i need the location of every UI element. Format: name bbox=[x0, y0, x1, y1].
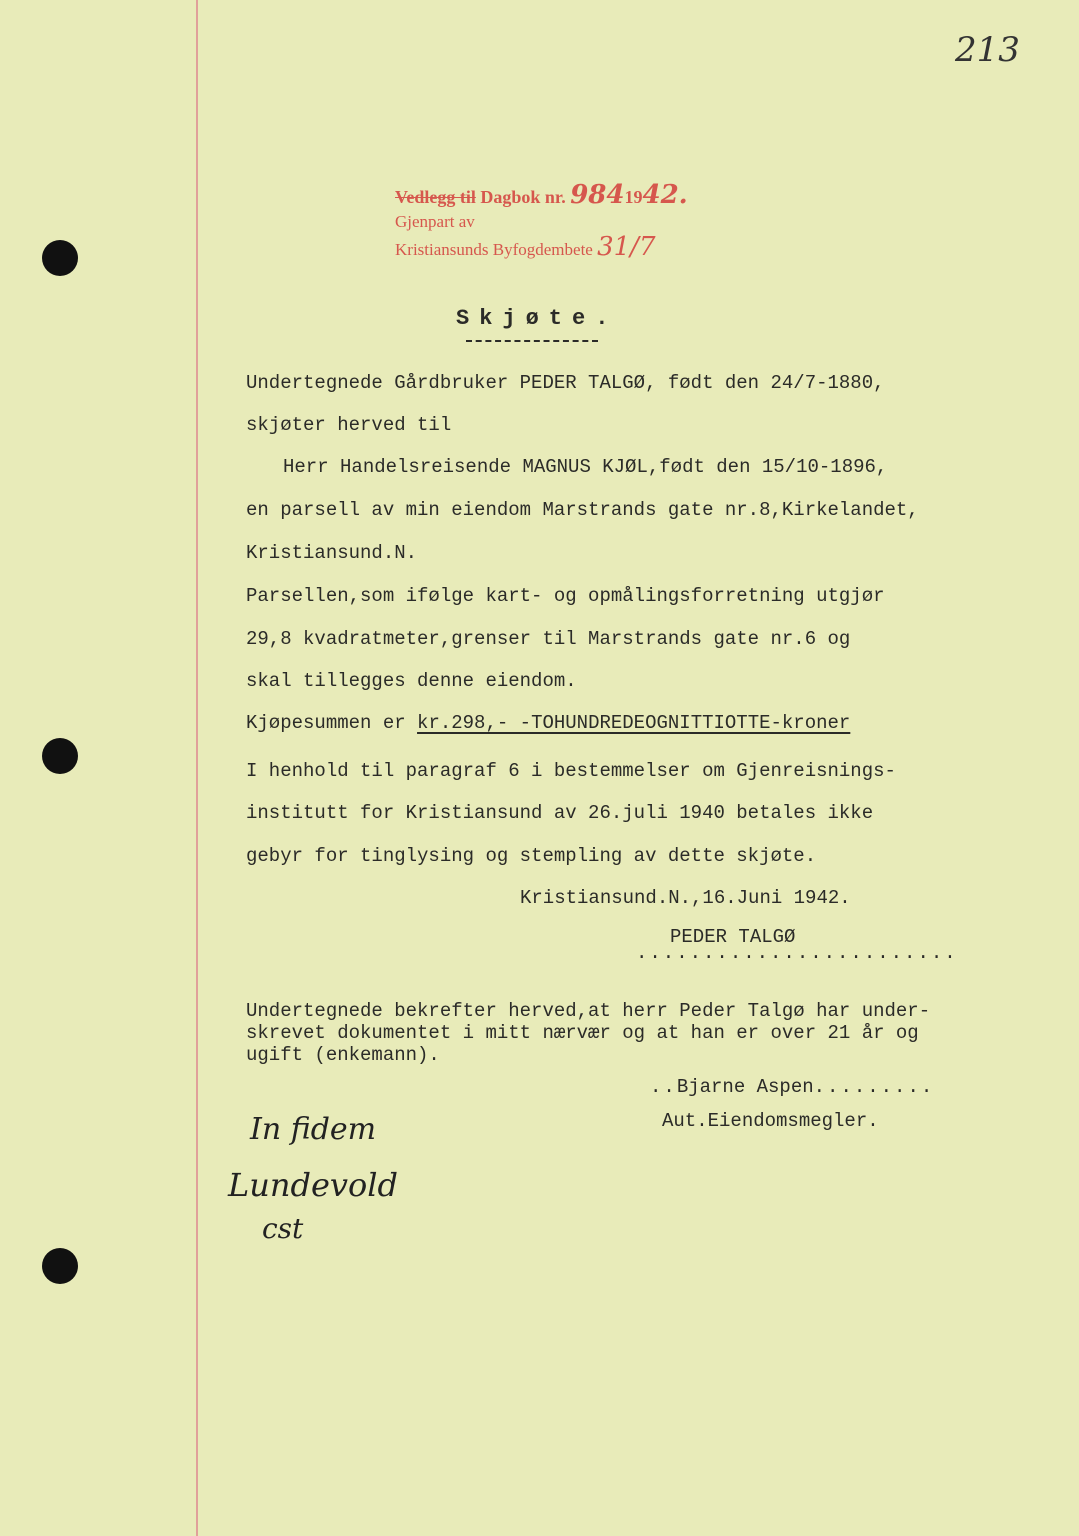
body-line: en parsell av min eiendom Marstrands gate nr.8,Kirkelandet, bbox=[246, 499, 919, 521]
handwritten-note-line: In fidem bbox=[250, 1112, 377, 1147]
stamp-year-prefix: 19 bbox=[624, 187, 643, 207]
stamp-date-handwritten: 31/7 bbox=[597, 232, 656, 262]
place-date: Kristiansund.N.,16.Juni 1942. bbox=[520, 887, 851, 909]
witness-dots-pre: .. bbox=[650, 1076, 677, 1098]
body-line: Kristiansund.N. bbox=[246, 542, 418, 564]
body-line: I henhold til paragraf 6 i bestemmelser om Gjenreisnings- bbox=[246, 760, 896, 782]
body-line: Parsellen,som ifølge kart- og opmålingsforretning utgjør bbox=[246, 585, 885, 607]
document-title: Skjøte. bbox=[456, 306, 619, 331]
purchase-price-amount: kr.298,- -TOHUNDREDEOGNITTIOTTE-kroner bbox=[417, 712, 851, 734]
handwritten-note-line: Lundevold bbox=[228, 1166, 398, 1204]
witness-dots-post: ......... bbox=[813, 1076, 935, 1098]
body-line: skjøter herved til bbox=[246, 414, 452, 436]
margin-rule bbox=[196, 0, 198, 1536]
stamp-line-3: Kristiansunds Byfogdembete bbox=[395, 240, 593, 259]
body-line: skal tillegges denne eiendom. bbox=[246, 670, 577, 692]
stamp-dagbok-label: Dagbok nr. bbox=[480, 187, 566, 207]
stamp-year-suffix: 42. bbox=[642, 180, 688, 210]
stamp-struck-text: Vedlegg til bbox=[395, 187, 476, 207]
purchase-price-label: Kjøpesummen er bbox=[246, 712, 406, 734]
body-line: Herr Handelsreisende MAGNUS KJØL,født den 15/10-1896, bbox=[283, 456, 888, 478]
witness-signature bbox=[650, 1076, 934, 1098]
witness-title: Aut.Eiendomsmegler. bbox=[662, 1110, 879, 1132]
body-line: 29,8 kvadratmeter,grenser til Marstrands gate nr.6 og bbox=[246, 628, 851, 650]
body-line: institutt for Kristiansund av 26.juli 1940 betales ikke bbox=[246, 802, 874, 824]
registry-stamp bbox=[395, 180, 688, 262]
seller-signature-name: PEDER TALGØ bbox=[670, 926, 796, 948]
body-line: Undertegnede Gårdbruker PEDER TALGØ, født den 24/7-1880, bbox=[246, 372, 885, 394]
stamp-line-2: Gjenpart av bbox=[395, 212, 475, 231]
attestation-line: Undertegnede bekrefter herved,at herr Peder Talgø har under- bbox=[246, 1000, 931, 1022]
title-underline bbox=[466, 340, 598, 342]
punch-hole bbox=[42, 1248, 78, 1284]
stamp-dagbok-number: 984 bbox=[570, 180, 625, 210]
punch-hole bbox=[42, 240, 78, 276]
attestation-line: ugift (enkemann). bbox=[246, 1044, 440, 1066]
witness-name: Bjarne Aspen bbox=[676, 1076, 814, 1098]
page-number: 213 bbox=[955, 30, 1020, 70]
seller-signature-dots: ........................ bbox=[636, 942, 958, 964]
attestation-line: skrevet dokumentet i mitt nærvær og at han er over 21 år og bbox=[246, 1022, 919, 1044]
purchase-price-line bbox=[246, 712, 850, 734]
handwritten-note-line: cst bbox=[262, 1212, 304, 1245]
body-line: gebyr for tinglysing og stempling av dette skjøte. bbox=[246, 845, 817, 867]
punch-hole bbox=[42, 738, 78, 774]
